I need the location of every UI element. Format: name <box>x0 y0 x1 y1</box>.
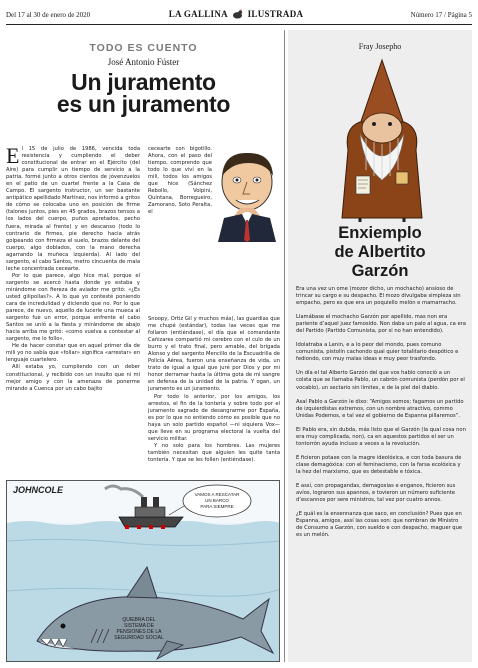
article-author: José Antonio Fúster <box>107 57 180 67</box>
article-column-2-top <box>148 146 212 216</box>
stanza: Asaí Pablo a Garzón le dixo: “Amigos somos; fagamos un partido de izquierdistas extremos, con un nombre atractivo, commo Unidas Podemos, e tal vez el gobierno de Espanna pillaremos”. <box>296 398 464 419</box>
stanza: ¿E quál es la ensennanza que saco, en conclusión? Pues que en Espanna, amigos, assí las cosas son: que nombran de Ministro de Consumo a Garzón, con sueldo e con despacho, maguer que es un melón. <box>296 511 463 539</box>
paragraph: Y no solo para los hombres. Las mujeres también necesitan que alguien les quite tanta tontería. Y que se les follen (entiéndase). <box>148 442 280 463</box>
stanza: Un día el tal Alberto Garzón del que vos hablo conoció a un colsta que se llamaba Pablo, un cabrón comunista (perdón por el vocablo), un sectario sin límites, e de la piel del diablo. <box>296 370 465 391</box>
sidebar-title-line-2: de Albertito <box>334 243 426 261</box>
caricature-portrait <box>214 150 280 242</box>
paragraph: cecearte con bigotillo. Ahora, con el paso del tiempo, comprendo que todo lo que viví en la mili, todos los amigos que hice (Sánchez Rebollo, Volpini, Quintana, Borregueiro, Zamorano, Soto Peralta, el <box>148 146 212 216</box>
sidebar-byline: Fray Josepho <box>358 42 402 51</box>
hen-logo-icon <box>232 9 243 19</box>
masthead-right: ILUSTRADA <box>247 9 304 19</box>
drop-cap: E <box>6 143 20 168</box>
article-column-2-bottom <box>148 316 280 464</box>
speech-text-line-1: VAMOS A RESCATAR <box>194 492 240 497</box>
stanza: E assí, con propagandas, demagoxias e enganos, ficieron sus avíos, lograron sus apannos, e tovieron un número suficiente d’escannos por sere ministros, tal vez por cuatro annos. <box>296 482 456 504</box>
shark-label-line-4: SEGURIDAD SOCIAL <box>114 635 164 641</box>
title-line-1: Un juramento <box>71 69 216 95</box>
shark-label-line-2: SISTEMA DE <box>123 623 155 629</box>
cartoonist-signature: JOHNCOLE <box>13 485 64 495</box>
cartoon-illustration <box>7 481 280 662</box>
sidebar-title-line-1: Enxiemplo <box>338 224 422 242</box>
column-divider <box>284 30 285 662</box>
editorial-cartoon <box>6 480 280 662</box>
header-rule <box>6 24 472 25</box>
paragraph: He de hacer constar que en aquel primer día de mili yo no sabía que «follar» significa «arrestar» en lenguaje cuartelero. <box>6 343 140 364</box>
shark-label-line-1: QUIEBRA DEL <box>122 617 156 623</box>
stanza: El Pablo era, sin dubda, más listo que el Garzón (la qual cosa non era muy complicada, non), ca en aquestos partidos el ser un tontorrón ayuda incluso a veces a la revolución. <box>296 426 466 447</box>
stanza: Llamábase el mochacho Garzón por apellido, mas non era pariente d’aquel juez famosido. Non daba un palo al agua, ca era del Partido (Partido Comunista, por si no han entendido). <box>296 314 466 335</box>
stanza: Era una vez un ome (mozor dicho, un mochacho) ansioso de trincar su cargo e su despacho. El mozo divulgaba simpleza sin empacho, pero es que era un poquiello melón e mamarracho. <box>296 286 461 307</box>
paragraph: Por todo lo anterior, por los amigos, los arrestos, el fin de la tontería y sobre todo por el juramento sagrado de desangrarme por España, es por lo que no entiendo cómo es posible que no haya un solo partido español —ni siquiera Vox— que lleve en su programa electoral la vuelta del servicio militar. <box>148 393 280 442</box>
article-title <box>6 71 281 115</box>
masthead <box>166 9 306 19</box>
issue-date: Del 17 al 30 de enero de 2020 <box>6 11 91 19</box>
sidebar-title-line-3: Garzón <box>351 262 409 280</box>
sidebar-title <box>288 224 472 281</box>
friar-illustration <box>330 58 434 222</box>
paragraph: Por lo que parece, algo hice mal, porque el sargento se acercó hasta donde yo estaba y mirándome con fiereza de aviador me gritó: «¿Es usted gilipollas?». A lo que yo contesté poniendo cara de incredulidad y diciendo que no. Por lo que parece, de nuevo, aquello de lucerle una mueca al sargento fue un error, porque enfrente el cabo Santos se unió a la fiesta y mirándome de abajo hacia arriba me gritó: «como vuelva a contestar al sargento, me lo follo». <box>6 272 140 343</box>
page-number: Número 17 / Página 5 <box>410 11 472 19</box>
sidebar-column <box>288 30 472 662</box>
shark-label-line-3: PENSIONES DE LA <box>116 629 162 635</box>
masthead-left: LA GALLINA <box>168 9 228 19</box>
paragraph: El 15 de julio de 1986, vencida toda resistencia y cumpliendo el deber constitucional de entrar en el Ejército (del Aire) para cumplir un tiempo de servicio a la patria, formé junto a otros cientos de jóvenzuelos en el patio de un cuartel frente a la Casa de Campo. El sargento instructor, un ser bastante antipático apellidado Martínez, nos informó a gritos de cómo se colocaba uno en posición de firme (talones juntos, pies en 45 grados, brazos tensos a los lados del cuerpo, puños apretados, pecho fuera, mirada al frente) y en descanso (todo lo contrario de firmes, pie derecho hacia atrás golpeando con firmeza el suelo, brazos delante del cuerpo, algo doblados, con la mano derecha agarrando la muñeca izquierda). Al lado del sargento, el cabo Santos, metro cincuenta de mala leche concentrada cecearte. <box>6 143 140 272</box>
paragraph: Snoopy, Ortiz Gil y muchos más), las guardias que me chupé (estándar), todas las veces que me follaron (entiéndase), el día que el comandante Cañizares compartió mi cerebro con el culo de un burro y el trato final, pero amable, del brigada Alonso y del sargento Mencillo de la Escuadrilla de Policía Aérea, fueron una enseñanza de vida, un trato de igual a igual que juré por Dios y por mi honor derramar hasta la última gota de mi sangre en defensa de la unidad de la patria. Y ogan, un juramento es un juramento. <box>148 316 280 393</box>
stanza: Idolatraba a Lenin, e a lo peor del mondo, pues comuno comunista, pistolín cachondo qual quier totalitario despótico e fediondo, con muy malas ideas e muy peor trasfondo. <box>296 342 459 363</box>
sidebar-poem <box>296 286 466 546</box>
paragraph: Allí estaba yo, cumpliendo con un deber constitucional, y recibido con un insulto que ni mi mejor amigo y con la amenaza de ponerme mirando a Cuenca por un cabo bajito <box>6 364 140 392</box>
stanza: E ficieron potaxe con la magre ideolóxica, e con toda basura de clase demagóxica: con el feminacismo, con la farsa ecolóxica y la hez del marxismo, que es detestable e tóxica. <box>296 454 462 475</box>
section-kicker: TODO ES CUENTO <box>89 42 198 54</box>
speech-text-line-3: PARA SIEMPRE <box>200 504 234 509</box>
title-line-2: es un juramento <box>56 91 231 117</box>
speech-text-line-2: UN BARCO <box>205 498 229 503</box>
article-column-1 <box>6 143 140 393</box>
page-header <box>6 4 472 26</box>
